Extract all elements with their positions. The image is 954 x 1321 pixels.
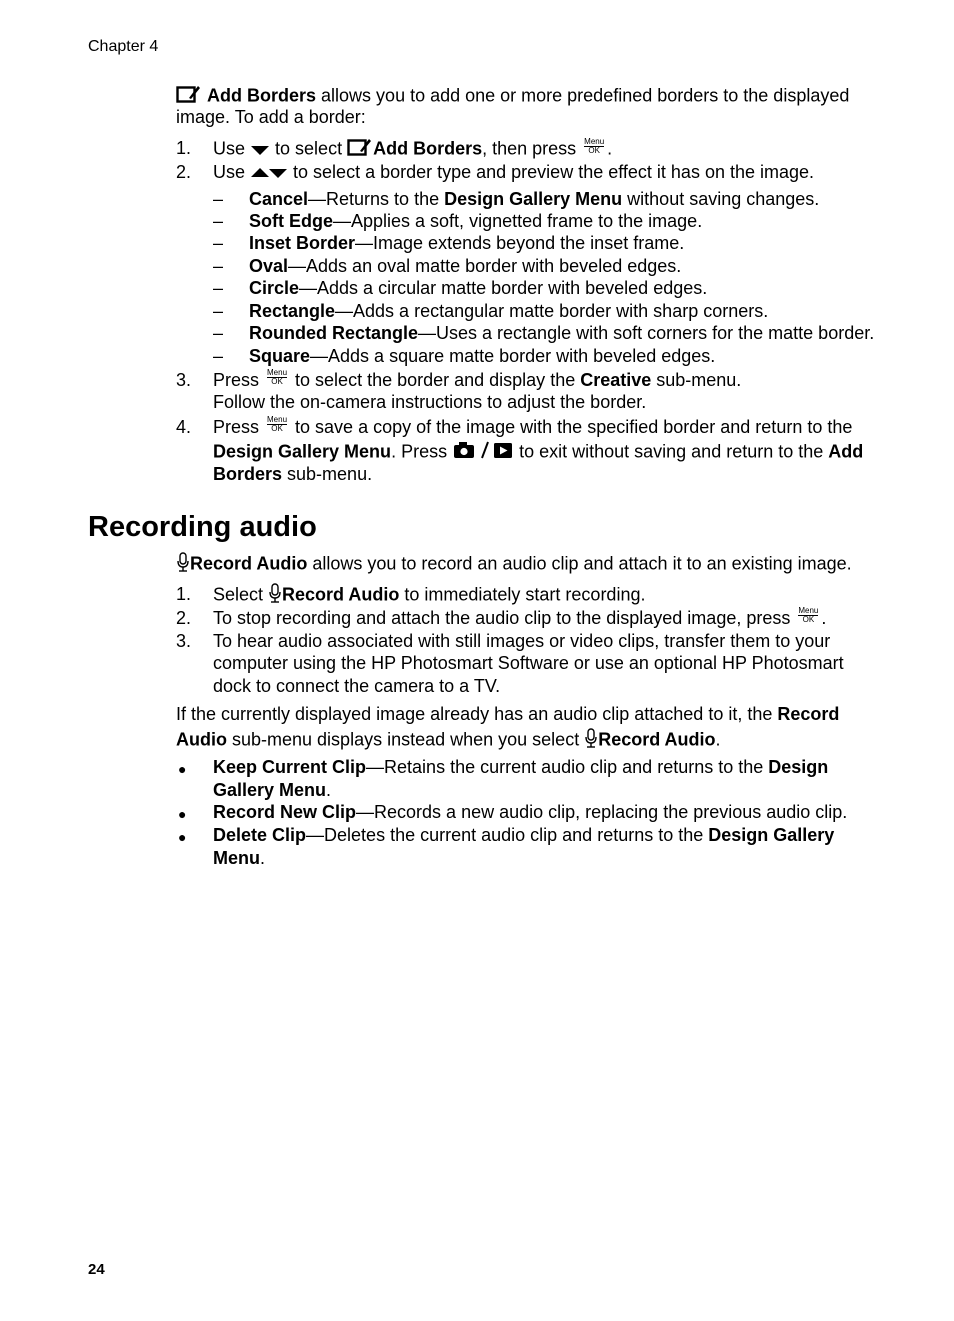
- step-number: 1.: [176, 138, 192, 158]
- add-borders-step4-line2: Design Gallery Menu. Press to exit without saving and return to the Add: [213, 440, 863, 465]
- bullet-marker: ●: [178, 829, 187, 845]
- step-number: 3.: [176, 370, 192, 390]
- record-audio-step3-line3: dock to connect the camera to a TV.: [213, 676, 501, 696]
- bullet-delete-clip: Delete Clip—Deletes the current audio clip and returns to the Design Gallery: [213, 825, 835, 845]
- step-number: 2.: [176, 608, 192, 628]
- option-rounded-rectangle: Rounded Rectangle—Uses a rectangle with soft corners for the matte border.: [249, 323, 875, 343]
- add-borders-step3: Press Menu OK to select the border and display the Creative sub-menu.: [213, 368, 742, 390]
- dash-marker: –: [213, 346, 224, 366]
- step-number: 4.: [176, 417, 192, 437]
- record-audio-step3-line2: computer using the HP Photosmart Software or use an optional HP Photosmart: [213, 653, 844, 673]
- dash-marker: –: [213, 323, 224, 343]
- add-borders-intro-line2: image. To add a border:: [176, 107, 366, 127]
- step-number: 1.: [176, 584, 192, 604]
- option-oval: Oval—Adds an oval matte border with beveled edges.: [249, 256, 682, 276]
- bullet-marker: ●: [178, 761, 187, 777]
- option-soft-edge: Soft Edge—Applies a soft, vignetted frame to the image.: [249, 211, 703, 231]
- bullet-keep-current-clip: Keep Current Clip—Retains the current audio clip and returns to the Design: [213, 757, 829, 777]
- dash-marker: –: [213, 278, 224, 298]
- up-down-arrows-icon: [250, 162, 288, 184]
- dash-marker: –: [213, 233, 224, 253]
- section-heading: Recording audio: [88, 511, 317, 543]
- add-borders-step4: Press Menu OK to save a copy of the image with the specified border and return to the: [213, 415, 853, 437]
- option-rectangle: Rectangle—Adds a rectangular matte border with sharp corners.: [249, 301, 769, 321]
- menu-ok-icon: Menu OK: [267, 368, 288, 387]
- bullet-record-new-clip: Record New Clip—Records a new audio clip, replacing the previous audio clip.: [213, 802, 848, 822]
- add-borders-step3-line2: Follow the on-camera instructions to adjust the border.: [213, 392, 647, 412]
- option-circle: Circle—Adds a circular matte border with beveled edges.: [249, 278, 708, 298]
- dash-marker: –: [213, 211, 224, 231]
- record-audio-step3: To hear audio associated with still images or video clips, transfer them to your: [213, 631, 831, 651]
- microphone-icon: [268, 583, 282, 608]
- microphone-icon: [176, 552, 190, 577]
- record-audio-step2: To stop recording and attach the audio clip to the displayed image, press Menu OK .: [213, 606, 827, 628]
- menu-ok-icon: Menu OK: [584, 136, 605, 155]
- add-borders-step4-line3: Borders sub-menu.: [213, 464, 373, 484]
- menu-ok-icon: Menu OK: [267, 415, 288, 434]
- bullet-marker: ●: [178, 806, 187, 822]
- record-audio-step1: Select Record Audio to immediately start recording.: [213, 583, 645, 608]
- record-audio-intro: Record Audio allows you to record an audio clip and attach it to an existing image.: [176, 552, 852, 577]
- bullet-delete-clip-line2: Menu.: [213, 848, 266, 868]
- option-cancel: Cancel—Returns to the Design Gallery Menu without saving changes.: [249, 189, 820, 209]
- dash-marker: –: [213, 189, 224, 209]
- bullet-keep-current-clip-line2: Gallery Menu.: [213, 780, 332, 800]
- camera-playback-icon: [452, 440, 514, 465]
- add-borders-step1: Use to select Add Borders, then press Menu OK .: [213, 137, 612, 162]
- option-square: Square—Adds a square matte border with beveled edges.: [249, 346, 716, 366]
- menu-ok-icon: Menu OK: [798, 606, 819, 625]
- step-number: 2.: [176, 162, 192, 182]
- page-number: 24: [88, 1261, 105, 1278]
- record-audio-paragraph: If the currently displayed image already has an audio clip attached to it, the Record: [176, 704, 840, 724]
- option-inset-border: Inset Border—Image extends beyond the inset frame.: [249, 233, 685, 253]
- record-audio-paragraph-line2: Audio sub-menu displays instead when you select Record Audio.: [176, 728, 721, 753]
- add-borders-icon: [347, 137, 373, 162]
- dash-marker: –: [213, 301, 224, 321]
- down-arrow-icon: [250, 139, 270, 161]
- microphone-icon: [584, 728, 598, 753]
- chapter-header: Chapter 4: [88, 38, 159, 55]
- add-borders-intro: Add Borders allows you to add one or more predefined borders to the displayed: [176, 84, 849, 109]
- step-number: 3.: [176, 631, 192, 651]
- add-borders-step2: Use to select a border type and preview the effect it has on the image.: [213, 161, 814, 184]
- dash-marker: –: [213, 256, 224, 276]
